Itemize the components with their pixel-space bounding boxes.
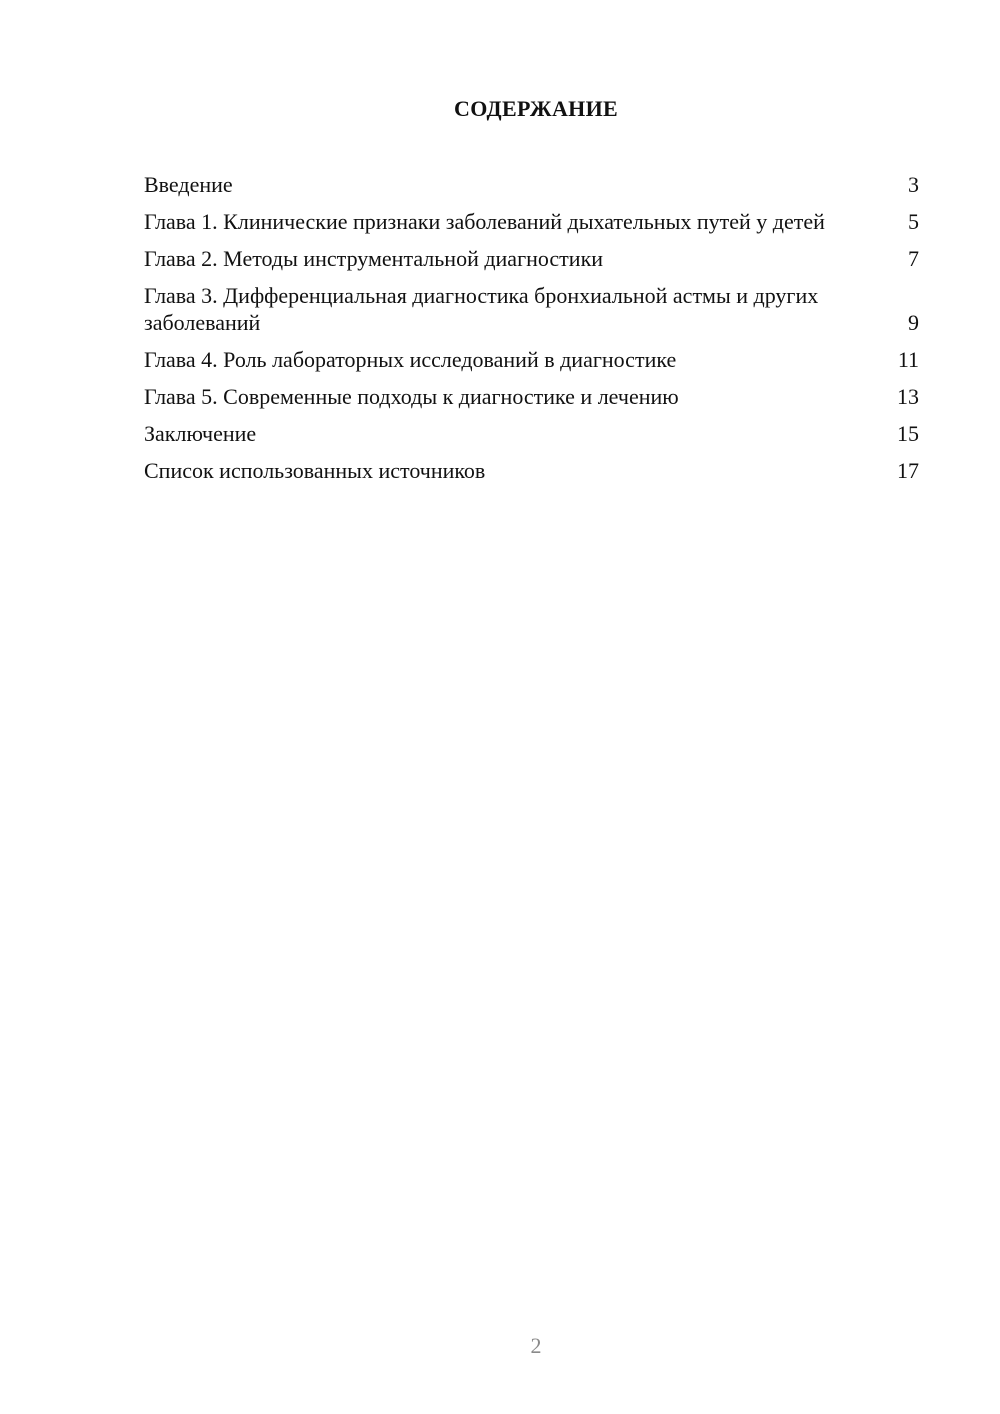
toc-entry-chapter-2[interactable]: [144, 245, 919, 272]
toc-entry-introduction[interactable]: [144, 171, 919, 198]
toc-entry-page-number: 13: [897, 384, 919, 409]
toc-entry-conclusion[interactable]: [144, 420, 919, 447]
page-number: 2: [530, 1333, 542, 1358]
toc-entry-chapter-3[interactable]: [144, 282, 919, 336]
table-of-contents: [144, 171, 919, 494]
toc-entry-label: Введение: [144, 172, 233, 197]
page-title: СОДЕРЖАНИЕ: [454, 96, 618, 121]
toc-entry-page-number: 5: [908, 209, 919, 234]
toc-entry-page-number: 7: [908, 246, 919, 271]
toc-entry-page-number: 11: [897, 347, 919, 372]
toc-entry-page-number: 15: [897, 421, 919, 446]
toc-entry-page-number: 9: [908, 310, 919, 335]
toc-entry-chapter-1[interactable]: [144, 208, 919, 235]
toc-entry-label: Глава 3. Дифференциальная диагностика бронхиальной астмы и других заболеваний: [144, 283, 819, 335]
toc-entry-references[interactable]: [144, 457, 919, 484]
toc-entry-label: Глава 1. Клинические признаки заболеваний дыхательных путей у детей: [144, 209, 825, 234]
toc-entry-label: Глава 2. Методы инструментальной диагностики: [144, 246, 604, 271]
toc-entry-label: Глава 5. Современные подходы к диагностике и лечению: [144, 384, 679, 409]
toc-entry-label: Заключение: [144, 421, 257, 446]
toc-entry-page-number: 3: [908, 172, 919, 197]
toc-entry-chapter-4[interactable]: [144, 346, 919, 373]
toc-entry-label: Список использованных источников: [144, 458, 486, 483]
toc-entry-label: Глава 4. Роль лабораторных исследований в диагностике: [144, 347, 677, 372]
toc-entry-chapter-5[interactable]: [144, 383, 919, 410]
toc-entry-page-number: 17: [897, 458, 919, 483]
